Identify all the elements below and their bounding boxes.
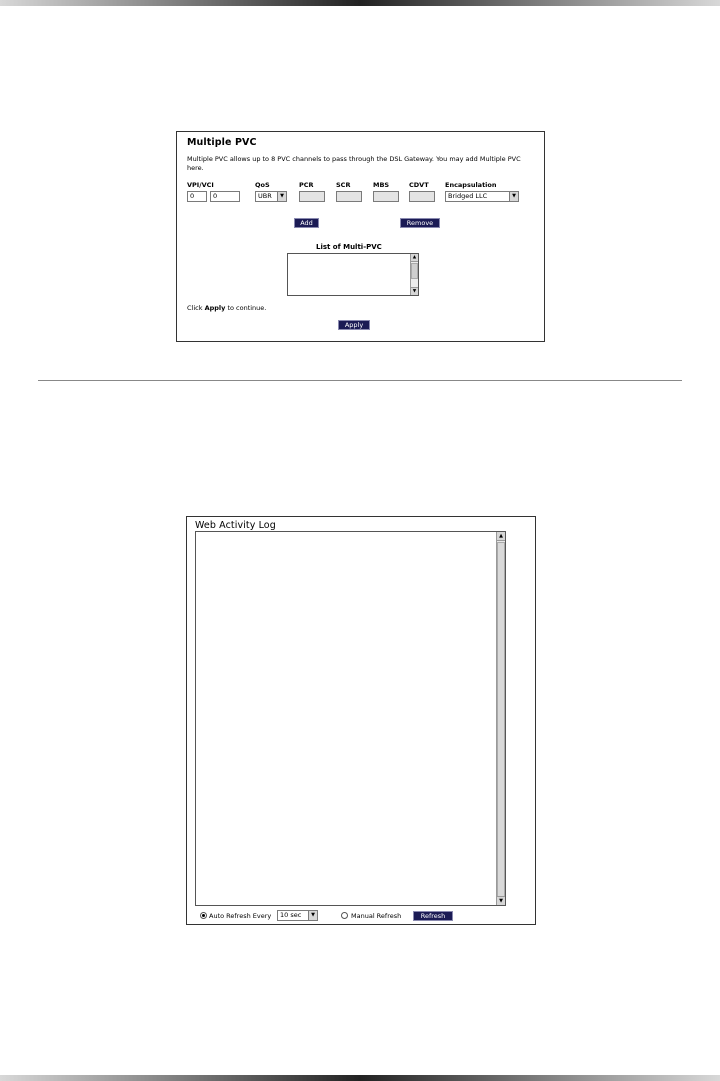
- qos-header: QoS: [255, 181, 270, 189]
- vpi-vci-header: VPI/VCI: [187, 181, 214, 189]
- apply-hint: [187, 304, 266, 312]
- chevron-down-icon: ▼: [308, 911, 317, 920]
- vci-input[interactable]: 0: [210, 191, 240, 202]
- mbs-header: MBS: [373, 181, 390, 189]
- scroll-up-icon[interactable]: ▲: [497, 532, 505, 541]
- manual-refresh-radio[interactable]: [341, 912, 348, 919]
- web-activity-log-panel: [186, 516, 536, 925]
- hint-suffix: to continue.: [225, 304, 267, 312]
- header-gradient-bar: [0, 0, 720, 6]
- refresh-interval-value: 10 sec: [280, 911, 302, 919]
- refresh-button[interactable]: Refresh: [413, 911, 453, 921]
- hint-bold: Apply: [204, 304, 226, 312]
- panel-title: Multiple PVC: [187, 137, 257, 148]
- scroll-down-icon[interactable]: ▼: [412, 289, 417, 294]
- chevron-down-icon: ▼: [277, 192, 286, 201]
- qos-selected-value: UBR: [258, 192, 272, 200]
- scroll-thumb[interactable]: [497, 542, 505, 897]
- refresh-interval-select[interactable]: [277, 910, 318, 921]
- chevron-down-icon: ▼: [509, 192, 518, 201]
- apply-button[interactable]: Apply: [338, 320, 370, 330]
- encapsulation-selected-value: Bridged LLC: [448, 192, 488, 200]
- panel-title: Web Activity Log: [195, 520, 276, 531]
- multi-pvc-list-title: List of Multi-PVC: [316, 243, 382, 251]
- scroll-up-icon[interactable]: ▲: [412, 255, 417, 260]
- multi-pvc-listbox[interactable]: [287, 253, 419, 296]
- mbs-input[interactable]: [373, 191, 399, 202]
- footer-gradient-bar: [0, 1075, 720, 1081]
- cdvt-input[interactable]: [409, 191, 435, 202]
- pcr-input[interactable]: [299, 191, 325, 202]
- scroll-thumb[interactable]: [411, 263, 418, 279]
- vpi-input[interactable]: 0: [187, 191, 207, 202]
- panel-description: Multiple PVC allows up to 8 PVC channels to pass through the DSL Gateway. You may add Multiple PVC here.: [187, 155, 521, 172]
- log-scrollbar[interactable]: [496, 532, 505, 905]
- scroll-down-icon[interactable]: ▼: [497, 896, 505, 905]
- manual-refresh-label: Manual Refresh: [351, 912, 402, 920]
- auto-refresh-radio[interactable]: [200, 912, 207, 919]
- pcr-header: PCR: [299, 181, 314, 189]
- hint-prefix: Click: [187, 304, 205, 312]
- listbox-scrollbar[interactable]: [410, 254, 418, 295]
- log-textarea[interactable]: [195, 531, 506, 906]
- section-divider: [38, 380, 682, 381]
- encapsulation-header: Encapsulation: [445, 181, 497, 189]
- multiple-pvc-panel: [176, 131, 545, 342]
- scr-input[interactable]: [336, 191, 362, 202]
- scr-header: SCR: [336, 181, 351, 189]
- add-button[interactable]: Add: [294, 218, 319, 228]
- remove-button[interactable]: Remove: [400, 218, 440, 228]
- cdvt-header: CDVT: [409, 181, 429, 189]
- encapsulation-select[interactable]: [445, 191, 519, 202]
- radio-selected-dot: [202, 914, 205, 917]
- auto-refresh-label: Auto Refresh Every: [209, 912, 272, 920]
- qos-select[interactable]: [255, 191, 287, 202]
